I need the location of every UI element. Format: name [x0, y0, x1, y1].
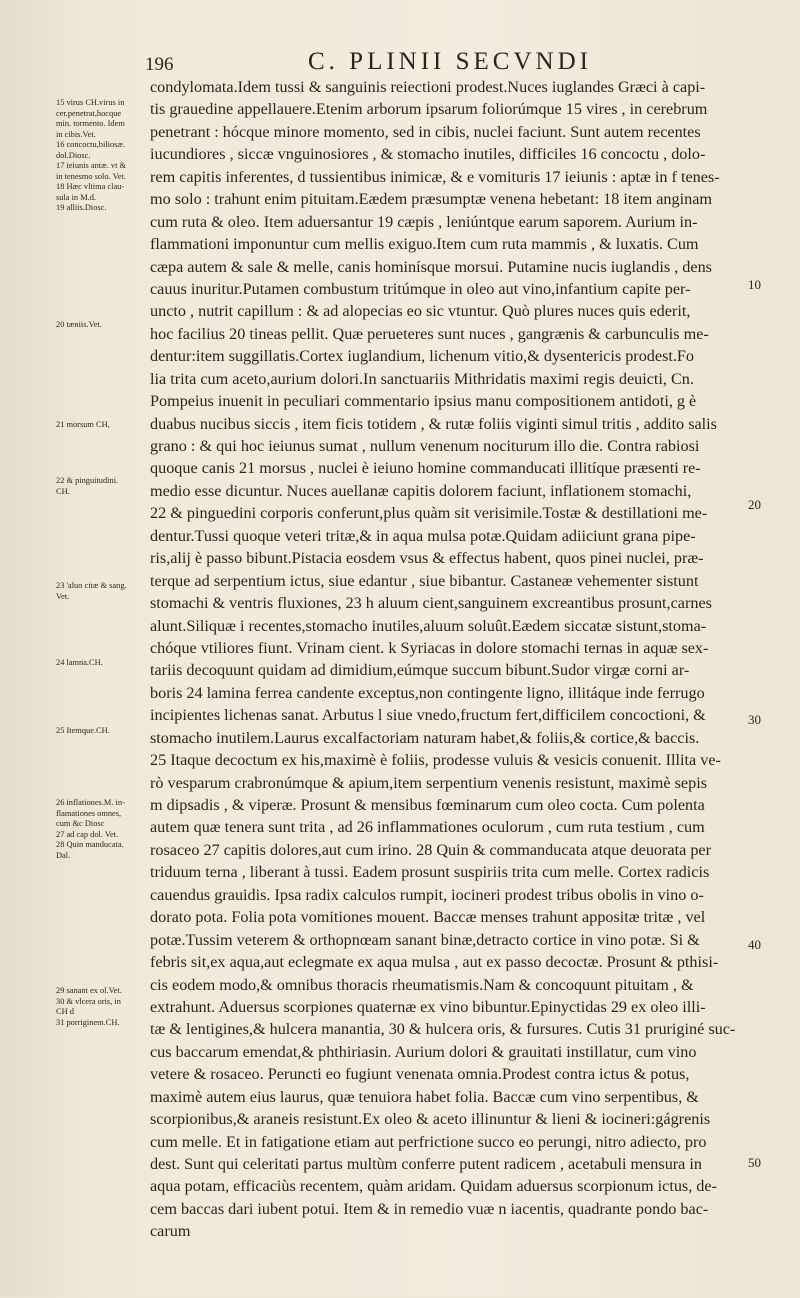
text-line: 25 Itaque decoctum ex his,maximè è foliis, prodesse vuluis & vesicis conuenit. Illita ve-	[150, 751, 721, 770]
text-line: Pompeius inuenit in peculiari commentario ipsius manu compositionem antidoti, g è	[150, 392, 697, 411]
line-number: 10	[748, 277, 761, 292]
text-line: penetrant : hócque minore momento, sed in cibis, nuclei faciunt. Sunt autem recentes	[150, 122, 701, 141]
text-line: cem baccas dari iubent potui. Item & in remedio vuæ n iacentis, quadrante pondo bac-	[150, 1199, 709, 1218]
page-number: 196	[145, 54, 174, 75]
margin-notes	[56, 98, 148, 1298]
running-title: C. PLINII SECVNDI	[308, 48, 592, 75]
margin-note: 29 sanant ex ol.Vet. 30 & vlcera oris, in CH d 31 porriginem.CH.	[56, 986, 122, 1027]
text-line: ris,alij è passo bibunt.Pistacia eosdem vsus & effectus habent, quos pinei nuclei, præ-	[150, 549, 704, 568]
text-line: rosaceo 27 capitis dolores,aut cum irino. 28 Quin & commanducata atque deuorata per	[150, 840, 711, 859]
text-line: febris sit,ex aqua,aut eclegmate ex aqua mulsa , aut ex passo decoctæ. Prosunt & pthisi-	[150, 953, 719, 972]
text-line: boris 24 lamina ferrea candente exceptus,non contingente ligno, illitáque inde ferrugo	[150, 683, 705, 702]
margin-note: 20 tæniis.Vet.	[56, 320, 102, 329]
line-number: 20	[748, 497, 761, 512]
text-line: mo solo : trahunt enim pituitam.Eædem præsumptæ venena hebetant: 18 item anginam	[150, 190, 712, 209]
line-number: 30	[748, 712, 761, 727]
text-line: hoc facilius 20 tineas pellit. Quæ perueteres sunt nuces , gangrænis & carbunculis me-	[150, 324, 709, 343]
text-line: rem capitis inferentes, d tussientibus inimicæ, & e vomituris 17 ieiunis : aptæ in f tenes-	[150, 167, 720, 186]
text-line: cis eodem modo,& omnibus thoracis rheumatismis.Nam & concoquunt pituitam , &	[150, 975, 694, 994]
text-line: cum melle. Et in fatigatione etiam aut perfrictione succo eo perungi, nitro adiecto, pro	[150, 1132, 707, 1151]
margin-note: 23 'aluo citæ & sang. Vet.	[56, 581, 127, 601]
text-line: autem quæ tenera sunt trita , ad 26 inflammationes oculorum , cum ruta testium , cum	[150, 818, 705, 837]
text-line: cæpa autem & sale & melle, canis hominísque morsui. Putamine nucis iuglandis , dens	[150, 257, 712, 276]
margin-note: 25 Itemque.CH.	[56, 726, 110, 735]
text-line: carum	[150, 1222, 191, 1241]
text-line: potæ.Tussim veterem & orthopnœam sanant binæ,detracto cortice in vino potæ. Si &	[150, 930, 700, 949]
margin-note: 24 lamna.CH.	[56, 658, 103, 667]
text-line: cauendus grauidis. Ipsa radix calculos rumpit, iocineri prodest tribus obolis in vino o-	[150, 885, 704, 904]
margin-note: 15 virus CH.virus in cer.penetrat,hocque min. tormento. Idem in cibis.Vet. 16 concoctu,biliosæ. dol.Diosc. 17 ieiunis antæ. vt & in tenesmo solo. Vet. 18 Hæc vltima clau- sula in M.d. 19 alliis.Diosc.	[56, 98, 127, 212]
text-line: stomacho inutilem.Laurus excalfactoriam naturam habet,& foliis,& cortice,& baccis.	[150, 728, 700, 747]
page-header	[140, 48, 780, 78]
text-line: alunt.Siliquæ i recentes,stomacho inutiles,aluum soluût.Eædem siccatæ sistunt,stoma-	[150, 616, 707, 635]
text-line: cauus inuritur.Putamen combustum tritúmque in oleo aut vino,infantium capite per-	[150, 279, 691, 298]
text-line: quoque canis 21 morsus , nuclei è ieiuno homine commanducati illitíque præsenti re-	[150, 459, 701, 478]
text-line: tis grauedine appellauere.Etenim arborum ipsarum foliorúmque 15 vires , in cerebrum	[150, 100, 708, 119]
text-line: stomachi & ventris fluxiones, 23 h aluum cient,sanguinem excreantibus prosunt,carnes	[150, 594, 712, 613]
text-line: cus baccarum emendat,& phthiriasin. Aurium dolori & grauitati instillatur, cum vino	[150, 1042, 697, 1061]
text-line: 22 & pinguedini corporis conferunt,plus quàm sit verisimile.Tostæ & destillationi me-	[150, 504, 708, 523]
margin-note: 22 & pinguitudini. CH.	[56, 476, 119, 496]
text-line: tariis decoquunt quidam ad dimidium,eúmque succum bibunt.Sudor virgæ corni ar-	[150, 661, 690, 680]
line-number: 50	[748, 1155, 761, 1170]
text-line: cum ruta & oleo. Item aduersantur 19 cæpis , leniúntque earum saporem. Aurium in-	[150, 212, 698, 231]
text-line: dorato pota. Folia pota vomitiones mouent. Baccæ menses trahunt appositæ tritæ , vel	[150, 908, 706, 927]
text-line: rò vesparum crabronúmque & apium,item serpentium venenis resistunt, maximè sepis	[150, 773, 707, 792]
text-line: dentur.Tussi quoque veteri tritæ,& in aqua mulsa potæ.Quidam adiiciunt grana pipe-	[150, 526, 696, 545]
margin-note: 21 morsum CH,	[56, 420, 110, 429]
text-line: m dipsadis , & viperæ. Prosunt & mensibus fœminarum cum oleo cocta. Cum polenta	[150, 796, 705, 814]
text-line: uncto , nutrit capillum : & ad alopecias eo sic vtuntur. Quò plures nuces quis ederit,	[150, 302, 691, 321]
text-line: chóque vtiliores fiunt. Vrinam cient. k Syriacas in dolore stomachi ternas in aquæ sex-	[150, 638, 709, 657]
text-line: iucundiores , siccæ vnguinosiores , & stomacho inutiles, difficiles 16 concoctu , dolo-	[150, 145, 706, 164]
text-line: triduum terna , liberant à tussi. Eadem prosunt suspiriis trita cum melle. Cortex radicis	[150, 863, 710, 882]
main-text-column	[150, 76, 774, 1265]
text-line: tæ & lentigines,& hulcera manantia, 30 & hulcera oris, & fursures. Cutis 31 pruriginé suc-	[150, 1020, 736, 1039]
text-line: medio esse dicuntur. Nuces auellanæ capitis dolorem faciunt, inflationem stomachi,	[150, 481, 692, 500]
text-line: terque ad serpentium ictus, siue edantur , siue bibantur. Castaneæ vehementer sistunt	[150, 571, 699, 590]
text-line: flammationi imponuntur cum mellis exiguo.Item cum ruta mammis , & luxatis. Cum	[150, 235, 699, 254]
text-line: lia trita cum aceto,aurium dolori.In sanctuariis Mithridatis maximi regis deuicti, Cn.	[150, 369, 694, 388]
text-line: extrahunt. Aduersus scorpiones quaternæ ex vino bibuntur.Epinyctidas 29 ex oleo illi-	[150, 997, 706, 1016]
text-line: aqua potam, efficaciùs recentem, quàm aridam. Quidam aduersus scorpionum ictus, de-	[150, 1177, 717, 1196]
line-number: 40	[748, 937, 761, 952]
text-line: condylomata.Idem tussi & sanguinis reiectioni prodest.Nuces iuglandes Græci à capi-	[150, 78, 706, 96]
text-line: maximè autem eius laurus, quæ tenuiora habet folia. Baccæ cum vino serpentibus, &	[150, 1087, 699, 1106]
text-line: scorpionibus,& araneis resistunt.Ex oleo & aceto illinuntur & lieni & iocineri:gágrenis	[150, 1110, 711, 1129]
margin-note: 26 inflationes.M. in- flamationes omnes, cum &c Diosc 27 ad cap dol. Vet. 28 Quin manducata. Dal.	[56, 798, 125, 860]
text-line: incipientes lichenas sanat. Arbutus l siue vnedo,fructum fert,difficilem concoctioni, &	[150, 706, 706, 725]
catchword	[150, 1243, 774, 1265]
text-line: dest. Sunt qui celeritati partus multùm conferre putent radicem , acetabuli mensura in	[150, 1155, 702, 1173]
text-line: duabus nucibus siccis , item ficis totidem , & rutæ foliis viginti simul tritis , addito salis	[150, 414, 717, 433]
text-line: dentur:item suggillatis.Cortex iuglandium, lichenum vitio,& dysentericis prodest.Fo	[150, 347, 695, 366]
text-line: grano : & qui hoc ieiunus sumat , nullum venenum nociturum illo die. Contra rabiosi	[150, 437, 700, 455]
text-line: vetere & rosaceo. Peruncti eo fugiunt venenata omnia.Prodest contra ictus & potus,	[150, 1065, 690, 1084]
